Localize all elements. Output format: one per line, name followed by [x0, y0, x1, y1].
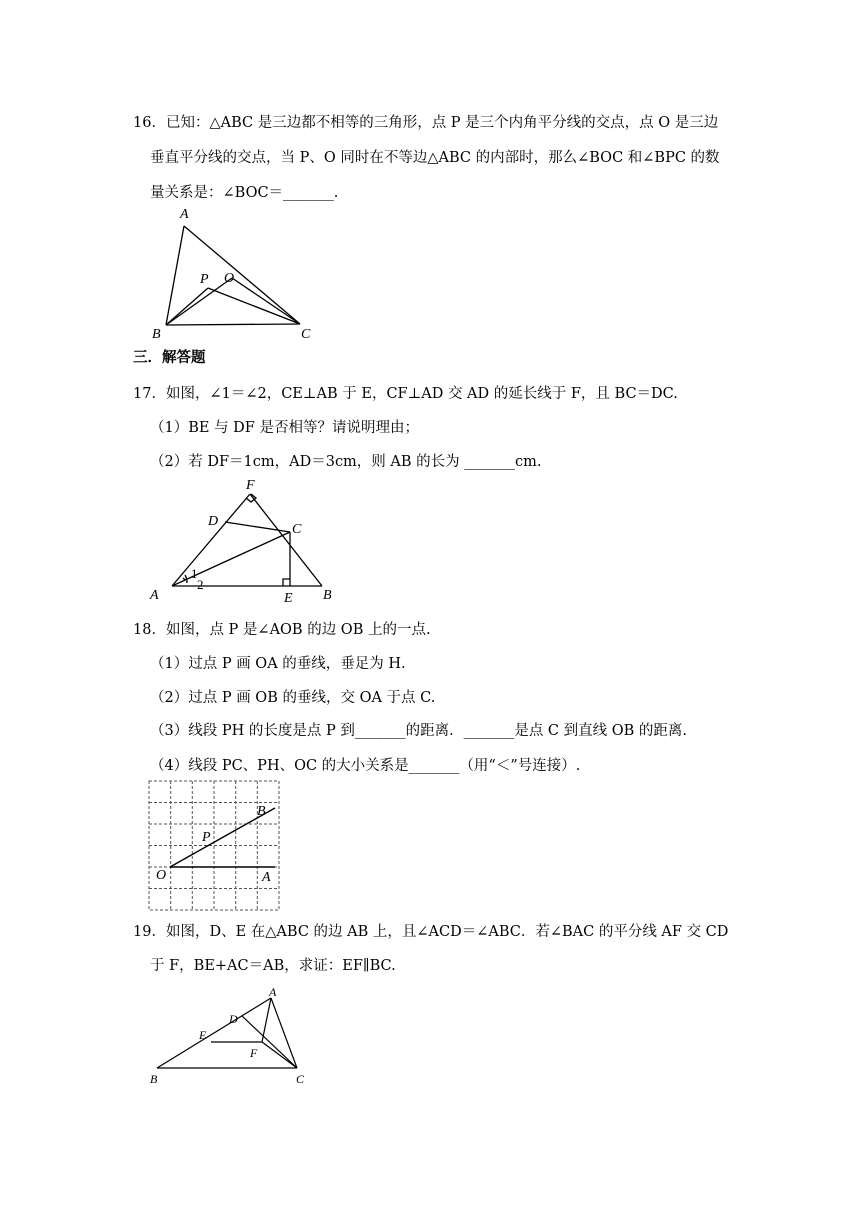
q16-label-C: C: [301, 327, 311, 342]
q16-label-P: P: [200, 272, 209, 287]
q17-label-D: D: [208, 514, 219, 529]
q18-part1: （1）过点 P 画 OA 的垂线，垂足为 H.: [150, 656, 406, 672]
q18-grid-figure: [147, 778, 282, 913]
q19-label-E: E: [199, 1028, 207, 1042]
q17-label-C: C: [292, 522, 302, 537]
q17-label-angle2: 2: [197, 577, 204, 592]
q16-line2: 垂直平分线的交点，当 P、O 同时在不等边△ABC 的内部时，那么∠BOC 和∠BPC 的数: [150, 150, 720, 166]
q17-label-angle1: 1: [191, 566, 198, 581]
q18-line1: 18．如图，点 P 是∠AOB 的边 OB 上的一点.: [133, 622, 431, 638]
q17-part1: （1）BE 与 DF 是否相等？请说明理由；: [150, 420, 419, 436]
q18-part2: （2）过点 P 画 OB 的垂线，交 OA 于点 C.: [150, 690, 436, 706]
q18-label-P: P: [202, 830, 211, 845]
q17-label-F: F: [246, 478, 255, 493]
q18-part4: （4）线段 PC、PH、OC 的大小关系是_______（用“＜”号连接）.: [150, 758, 581, 774]
q16-line1: 16．已知：△ABC 是三边都不相等的三角形，点 P 是三个内角平分线的交点，点 O 是三边: [133, 115, 719, 131]
q18-part3: （3）线段 PH 的长度是点 P 到_______的距离．_______是点 C 到直线 OB 的距离.: [150, 723, 688, 739]
q19-label-F: F: [250, 1046, 258, 1060]
q19-label-A: A: [269, 985, 277, 999]
q17-part2: （2）若 DF＝1cm，AD＝3cm，则 AB 的长为 _______cm.: [150, 454, 542, 470]
q18-label-A: A: [262, 870, 271, 885]
q17-figure: [140, 475, 350, 610]
q16-label-O: O: [224, 271, 235, 286]
q17-label-A: A: [150, 588, 159, 603]
q16-line3: 量关系是：∠BOC＝_______.: [150, 185, 339, 201]
q18-label-B: B: [257, 804, 266, 819]
q19-line1: 19．如图，D、E 在△ABC 的边 AB 上，且∠ACD＝∠ABC．若∠BAC 的平分线 AF 交 CD: [133, 924, 729, 940]
q17-label-B: B: [323, 588, 332, 603]
q18-label-O: O: [156, 868, 167, 883]
section-heading: 三．解答题: [133, 349, 206, 366]
q16-triangle-figure: [140, 200, 340, 345]
q17-label-E: E: [284, 591, 293, 606]
q19-label-D: D: [229, 1012, 238, 1026]
q19-line2: 于 F，BE+AC＝AB，求证：EF∥BC.: [150, 958, 396, 974]
q19-label-B: B: [150, 1072, 158, 1086]
q16-label-B: B: [152, 327, 161, 342]
q16-label-A: A: [180, 207, 189, 222]
q17-line1: 17．如图，∠1＝∠2，CE⊥AB 于 E，CF⊥AD 交 AD 的延长线于 F，且 BC＝DC.: [133, 386, 678, 402]
q19-figure: [145, 985, 325, 1090]
q19-label-C: C: [296, 1072, 305, 1086]
